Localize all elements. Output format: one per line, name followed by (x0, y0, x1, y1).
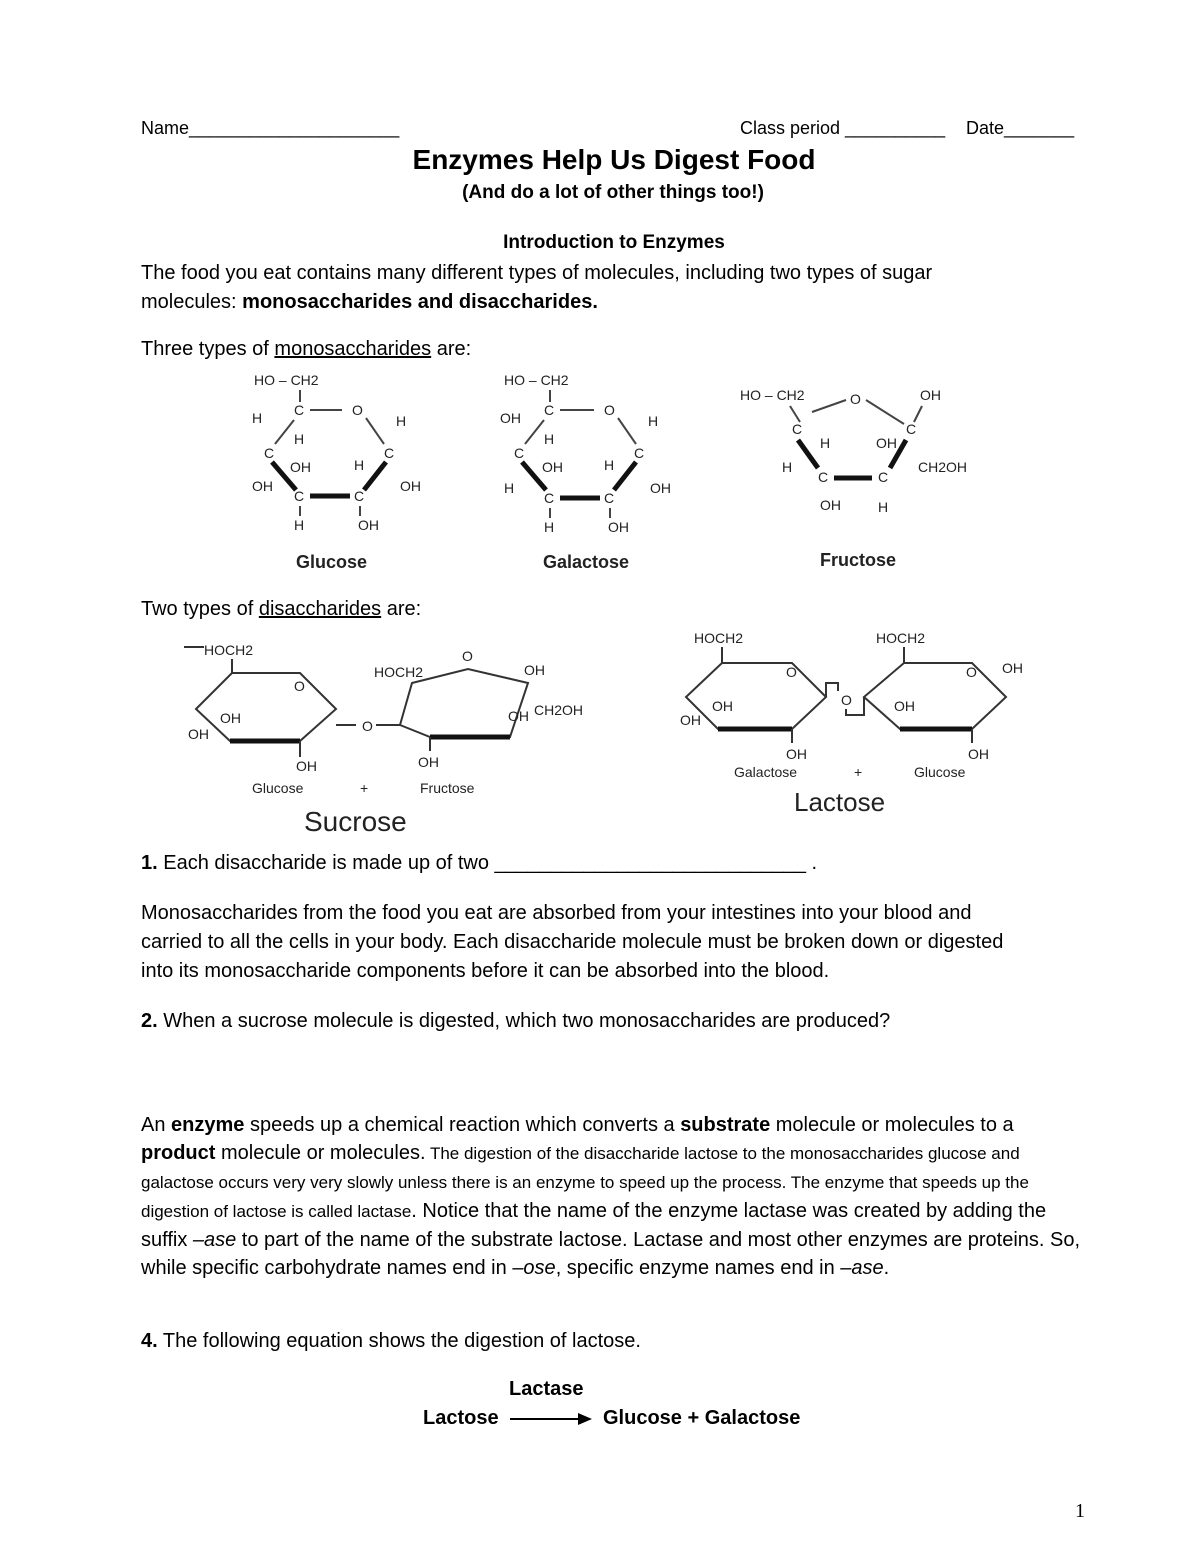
glucose-name-label: Glucose (296, 552, 368, 572)
equation-products: Glucose + Galactose (603, 1407, 801, 1429)
glucose-h2-label: H (294, 431, 305, 447)
lactose-name-label: Lactose (794, 787, 886, 817)
glucose-oh2-label: OH (252, 478, 273, 494)
fructose-ho-ch2-label: HO – CH2 (740, 387, 805, 403)
sucrose-fructose-ring-o-label: O (462, 648, 473, 664)
fructose-h3-label: H (878, 499, 889, 515)
fructose-name-label: Fructose (820, 550, 897, 570)
galactose-h2-label: H (648, 413, 659, 429)
lactose-component-glucose-label: Glucose (914, 764, 966, 780)
sucrose-fructose-oh2-label: OH (508, 708, 529, 724)
fructose-h1-label: H (820, 435, 831, 451)
galactose-c2-label: C (514, 445, 525, 461)
question-4: 4. The following equation shows the digestion of lactose. (141, 1330, 641, 1352)
lactose-galactose-ring-o-label: O (786, 664, 797, 680)
question-2-answer-area[interactable] (141, 1044, 1081, 1098)
sucrose-glucose-oh2-label: OH (188, 726, 209, 742)
galactose-c4-label: C (544, 490, 555, 506)
sucrose-glucose-hoch2-label: HOCH2 (204, 642, 254, 658)
equation-reactant: Lactose (423, 1407, 499, 1429)
question-2: 2. When a sucrose molecule is digested, which two monosaccharides are produced? (141, 1010, 891, 1032)
product-term: product (141, 1142, 216, 1164)
sucrose-fructose-oh1-label: OH (524, 662, 545, 678)
sucrose-name-label: Sucrose (304, 806, 407, 837)
glucose-c5-label: C (354, 488, 365, 504)
lactose-glucose-hoch2-label: HOCH2 (876, 630, 926, 646)
lactose-glucose-oh2-label: OH (894, 698, 915, 714)
glucose-oh3-label: OH (400, 478, 421, 494)
galactose-oh1-label: OH (500, 410, 521, 426)
question-1-answer-blank[interactable]: ____________________________ (494, 852, 806, 874)
absorption-line-1: Monosaccharides from the food you eat are absorbed from your intestines into your blood and (141, 902, 972, 924)
disaccharides-intro: Two types of disaccharides are: (141, 598, 422, 620)
absorption-line-2: carried to all the cells in your body. Each disaccharide molecule must be broken down or digested (141, 931, 1004, 953)
sucrose-component-fructose-label: Fructose (420, 780, 475, 796)
equation-enzyme-label: Lactase (509, 1378, 584, 1400)
intro-line-1: The food you eat contains many different types of molecules, including two types of sugar (141, 262, 933, 284)
sucrose-glucose-oh1-label: OH (220, 710, 241, 726)
galactose-oh4-label: OH (608, 519, 629, 535)
galactose-oh2-label: OH (542, 459, 563, 475)
glucose-h5-label: H (294, 517, 305, 533)
lactose-structure (680, 630, 1023, 817)
sucrose-link-o-label: O (362, 718, 373, 734)
intro-paragraph (141, 259, 1091, 317)
lactose-glucose-ring-o-label: O (966, 664, 977, 680)
lactose-galactose-oh1-label: OH (712, 698, 733, 714)
glucose-c1-label: C (294, 402, 305, 418)
glucose-h3-label: H (396, 413, 407, 429)
glucose-oh1-label: OH (290, 459, 311, 475)
lactose-link-o-label: O (841, 692, 852, 708)
glucose-c3-label: C (384, 445, 395, 461)
glucose-ho-ch2-label: HO – CH2 (254, 372, 319, 388)
galactose-oh3-label: OH (650, 480, 671, 496)
fructose-c1-label: C (792, 421, 803, 437)
question-1: 1. Each disaccharide is made up of two ____________________________ . (141, 852, 818, 874)
monosaccharides-term: monosaccharides (242, 291, 413, 313)
glucose-oh4-label: OH (358, 517, 379, 533)
fructose-ch2oh-label: CH2OH (918, 459, 968, 475)
section-heading: Introduction to Enzymes (503, 232, 725, 253)
fructose-oh1-label: OH (920, 387, 941, 403)
fructose-c3-label: C (818, 469, 829, 485)
galactose-h3-label: H (604, 457, 615, 473)
lactose-glucose-oh3-label: OH (968, 746, 989, 762)
glucose-h1-label: H (252, 410, 263, 426)
monosaccharide-diagrams (0, 360, 1200, 580)
lactose-glucose-oh1-label: OH (1002, 660, 1023, 676)
glucose-c2-label: C (264, 445, 275, 461)
glucose-ring-o-label: O (352, 402, 363, 418)
glucose-h4-label: H (354, 457, 365, 473)
sucrose-glucose-ring-o-label: O (294, 678, 305, 694)
sucrose-structure (184, 642, 583, 837)
class-period-field-label: Class period __________ (740, 118, 946, 138)
sucrose-ch2oh-label: CH2OH (534, 702, 584, 718)
lactose-galactose-oh2-label: OH (680, 712, 701, 728)
enzyme-term: enzyme (171, 1114, 245, 1136)
galactose-c1-label: C (544, 402, 555, 418)
sucrose-glucose-oh3-label: OH (296, 758, 317, 774)
galactose-h1-label: H (544, 431, 555, 447)
galactose-name-label: Galactose (543, 552, 630, 572)
galactose-ho-ch2-label: HO – CH2 (504, 372, 569, 388)
date-field-label: Date_______ (966, 118, 1075, 138)
monosaccharides-intro: Three types of monosaccharides are: (141, 338, 472, 360)
lactose-galactose-oh3-label: OH (786, 746, 807, 762)
reaction-arrow-icon (508, 1409, 594, 1429)
sucrose-fructose-oh3-label: OH (418, 754, 439, 770)
monosaccharide-absorption-paragraph (141, 899, 1091, 986)
galactose-c5-label: C (604, 490, 615, 506)
page-number: 1 (1075, 1500, 1085, 1522)
fructose-c2-label: C (906, 421, 917, 437)
page-title: Enzymes Help Us Digest Food (412, 144, 816, 175)
fructose-structure (740, 387, 967, 570)
substrate-term: substrate (680, 1114, 771, 1136)
sucrose-component-glucose-label: Glucose (252, 780, 304, 796)
galactose-h5-label: H (544, 519, 555, 535)
fructose-c4-label: C (878, 469, 889, 485)
absorption-line-3: into its monosaccharide components before it can be absorbed into the blood. (141, 960, 830, 982)
lactose-plus-label: + (854, 764, 863, 780)
intro-line-2: molecules: monosaccharides and disaccharides. (141, 291, 598, 313)
galactose-c3-label: C (634, 445, 645, 461)
galactose-ring-o-label: O (604, 402, 615, 418)
page-subtitle: (And do a lot of other things too!) (462, 182, 764, 203)
fructose-oh3-label: OH (820, 497, 841, 513)
lactose-galactose-hoch2-label: HOCH2 (694, 630, 744, 646)
fructose-h2-label: H (782, 459, 793, 475)
name-field-label: Name_____________________ (141, 118, 400, 138)
galactose-structure (500, 372, 671, 572)
lactose-component-galactose-label: Galactose (734, 764, 798, 780)
glucose-structure (252, 372, 421, 572)
fructose-oh2-label: OH (876, 435, 897, 451)
enzyme-paragraph: An enzyme speeds up a chemical reaction which converts a substrate molecule or molecules to a product molecule or molecules. The digestion of the disaccharide lactose to the monosaccharides glucose and galactose occurs very very slowly unless there is an enzyme to speed up the process. The enzyme that speeds up the digestion of lactose is called lactase. Notice that the name of the enzyme lactase was created by adding the suffix –ase to part of the name of the substrate lactose. Lactase and most other enzymes are proteins. So, while specific carbohydrate names end in –ose, specific enzyme names end in –ase. (141, 1114, 1081, 1279)
sucrose-fructose-hoch2-label: HOCH2 (374, 664, 424, 680)
glucose-c4-label: C (294, 488, 305, 504)
disaccharides-term: disaccharides (458, 291, 593, 313)
galactose-h4-label: H (504, 480, 515, 496)
fructose-ring-o-label: O (850, 391, 861, 407)
lactase-term: lactase (357, 1202, 412, 1221)
sucrose-plus-label: + (360, 780, 369, 796)
disaccharide-diagrams (0, 625, 1200, 845)
